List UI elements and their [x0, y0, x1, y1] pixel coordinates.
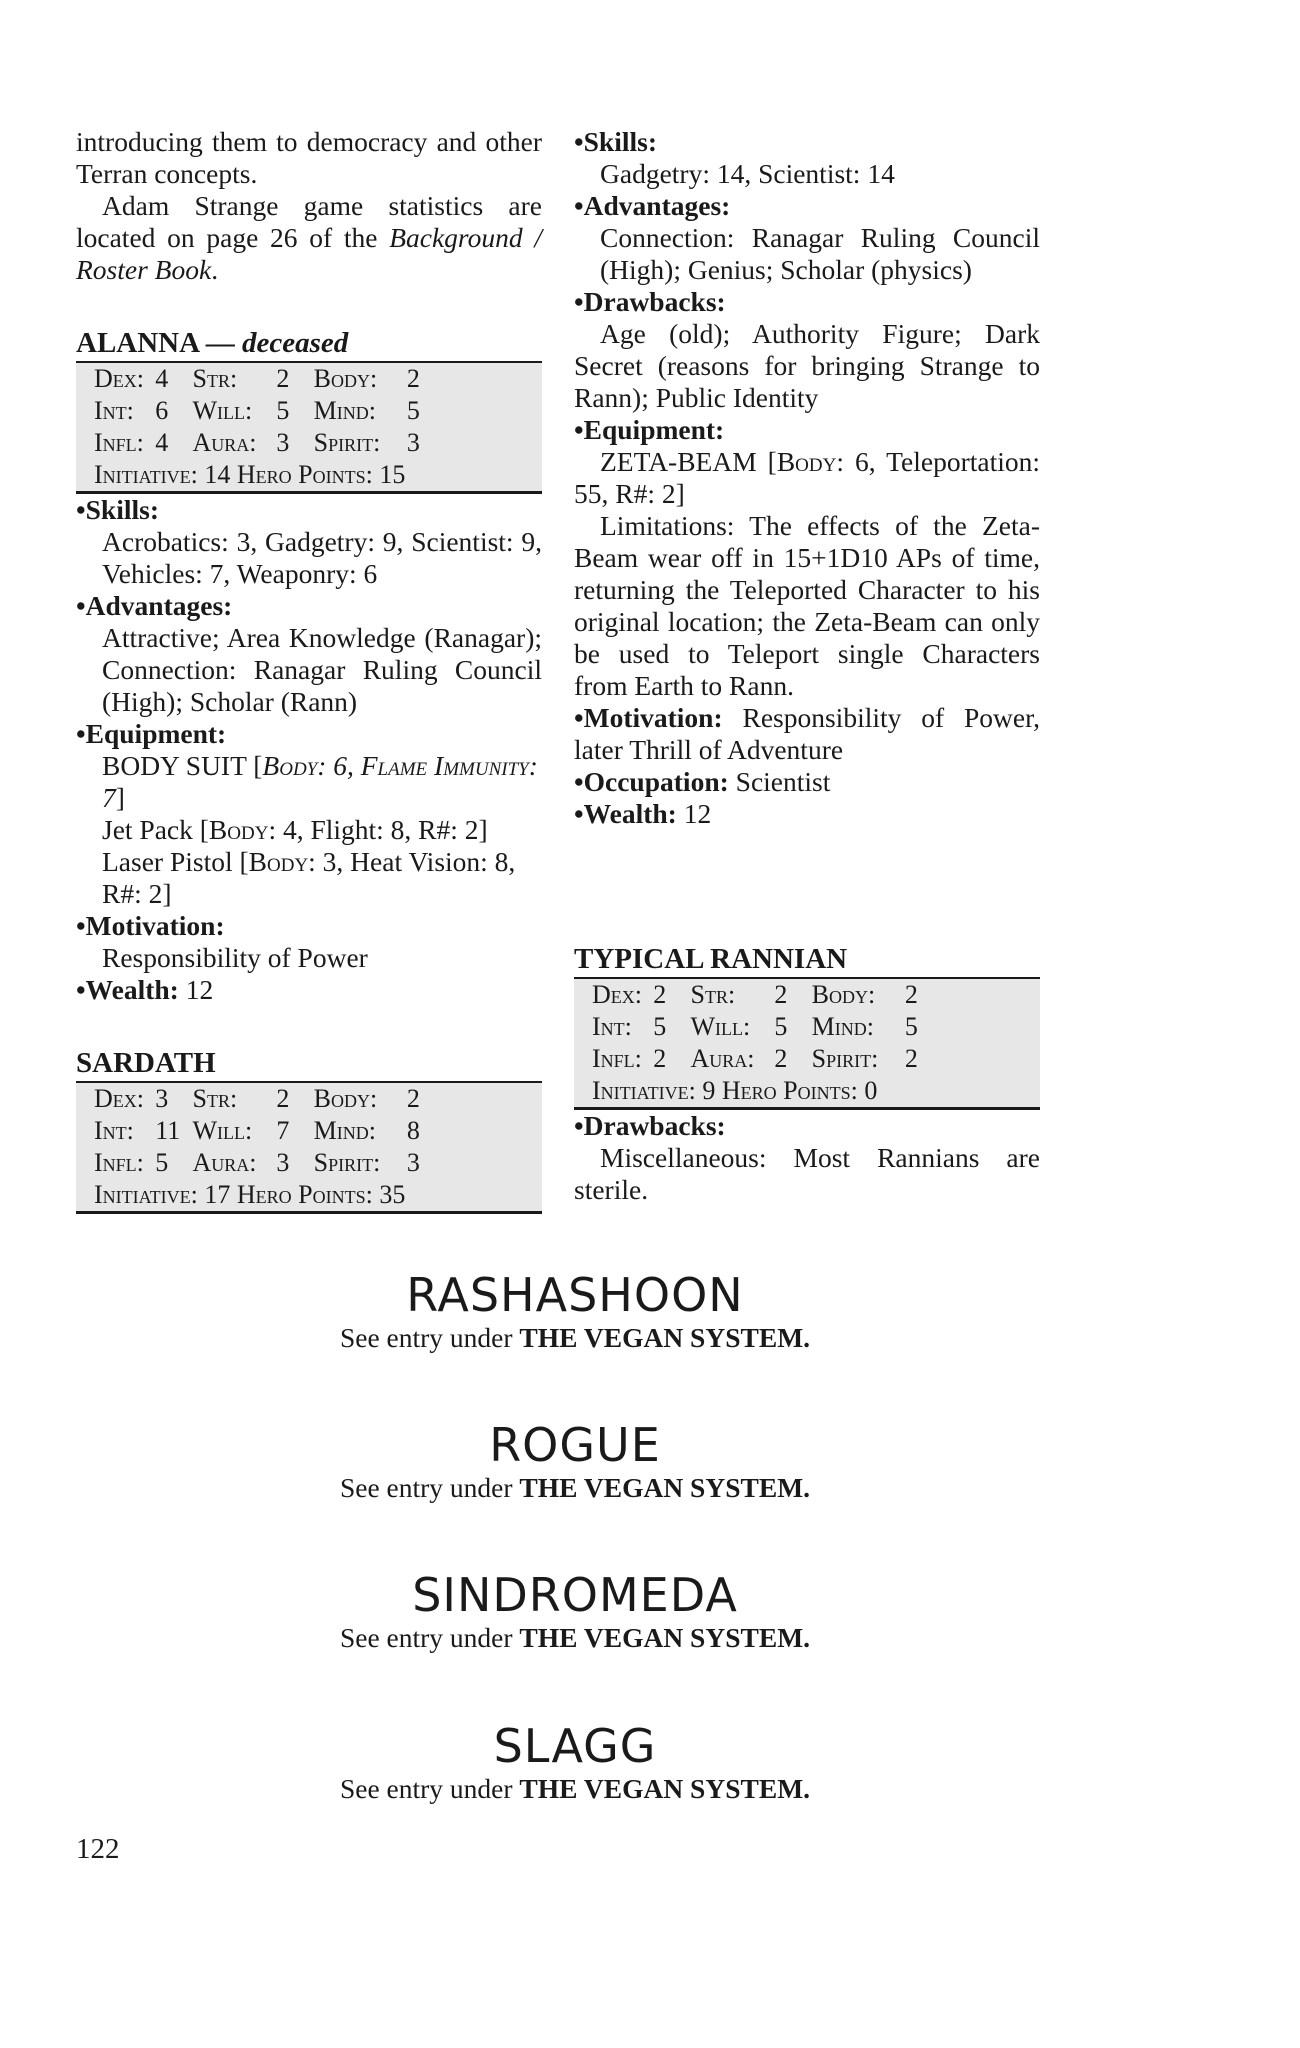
sardath-drawbacks: Age (old); Authority Figure; Dark Secret (reasons for bringing Strange to Rann); Public Identity: [574, 318, 1040, 413]
sardath-motivation: •Motivation: Responsibility of Power, later Thrill of Adventure: [574, 702, 1041, 765]
alanna-skills-label: •Skills:: [76, 494, 159, 525]
sardath-advantages-label: •Advantages:: [574, 190, 731, 221]
sardath-zeta-beam-limitations: Limitations: The effects of the Zeta-Beam wear off in 15+1D10 APs of time, returning the Teleported Character to his original location; the Zeta-Beam can only be used to Teleport single Characters from Earth to Rann.: [574, 510, 1040, 701]
sardath-drawbacks-label: •Drawbacks:: [574, 286, 726, 317]
entry-title: SINDROMEDA: [412, 1568, 738, 1622]
typical-rannian-heading: TYPICAL RANNIAN: [574, 942, 1040, 979]
entry-title: ROGUE: [489, 1418, 661, 1472]
entry-reference: See entry under THE VEGAN SYSTEM.: [339, 1622, 811, 1653]
intro-paragraph-1: introducing them to democracy and other Terran concepts.: [76, 126, 542, 189]
alanna-equipment-body-suit: BODY SUIT [Body: 6, Flame Immunity: 7]: [102, 750, 538, 813]
stat-row: Infl: 2 Aura: 2 Spirit: 2: [592, 1044, 918, 1073]
stat-row: Int: 11 Will: 7 Mind: 8: [94, 1116, 420, 1145]
entry-reference: See entry under THE VEGAN SYSTEM.: [339, 1322, 811, 1353]
initiative-row: Initiative: 14 Hero Points: 15: [94, 460, 406, 489]
stat-row: Int: 5 Will: 5 Mind: 5: [592, 1012, 918, 1041]
entry-rogue: [0, 1418, 1150, 1504]
alanna-motivation-label: •Motivation:: [76, 910, 225, 941]
typical-rannian-drawbacks: Miscellaneous: Most Rannians are sterile.: [574, 1142, 1040, 1205]
entry-reference: See entry under THE VEGAN SYSTEM.: [339, 1773, 811, 1804]
alanna-equipment-laser-pistol: Laser Pistol [Body: 3, Heat Vision: 8, R#: 2]: [102, 846, 516, 909]
typical-rannian-drawbacks-label: •Drawbacks:: [574, 1110, 726, 1141]
alanna-motivation: Responsibility of Power: [102, 942, 368, 973]
intro-paragraph-2: Adam Strange game statistics are located on page 26 of the Background / Roster Book.: [76, 190, 542, 285]
entry-slagg: [0, 1719, 1150, 1805]
alanna-skills: Acrobatics: 3, Gadgetry: 9, Scientist: 9, Vehicles: 7, Weaponry: 6: [102, 526, 542, 589]
stat-row: Infl: 4 Aura: 3 Spirit: 3: [94, 428, 420, 457]
typical-rannian-stats-table: [574, 979, 1040, 1110]
stat-row: Dex: 4 Str: 2 Body: 2: [94, 364, 420, 393]
right-column: [574, 126, 1040, 1206]
stat-row: Int: 6 Will: 5 Mind: 5: [94, 396, 420, 425]
entry-sindromeda: [0, 1568, 1150, 1654]
alanna-wealth: •Wealth: 12: [76, 974, 214, 1005]
alanna-advantages-label: •Advantages:: [76, 590, 233, 621]
sardath-equipment-label: •Equipment:: [574, 414, 725, 445]
alanna-equipment-label: •Equipment:: [76, 718, 227, 749]
alanna-stats-table: [76, 363, 542, 494]
entry-reference: See entry under THE VEGAN SYSTEM.: [339, 1472, 811, 1503]
entry-title: SLAGG: [493, 1719, 657, 1773]
entry-title: RASHASHOON: [406, 1268, 744, 1322]
alanna-heading: ALANNA — deceased: [76, 326, 542, 363]
sardath-heading: SARDATH: [76, 1046, 542, 1083]
entry-rashashoon: [0, 1268, 1150, 1354]
page-number: 122: [76, 1833, 120, 1865]
sardath-wealth: •Wealth: 12: [574, 798, 712, 829]
sardath-skills-label: •Skills:: [574, 126, 657, 157]
sardath-stats-table: [76, 1083, 542, 1214]
stat-row: Dex: 3 Str: 2 Body: 2: [94, 1084, 420, 1113]
stat-row: Infl: 5 Aura: 3 Spirit: 3: [94, 1148, 420, 1177]
initiative-row: Initiative: 17 Hero Points: 35: [94, 1180, 406, 1209]
alanna-advantages: Attractive; Area Knowledge (Ranagar); Connection: Ranagar Ruling Council (High); Scholar (Rann): [102, 622, 542, 717]
initiative-row: Initiative: 9 Hero Points: 0: [592, 1076, 878, 1105]
sardath-occupation: •Occupation: Scientist: [574, 766, 831, 797]
alanna-equipment-jet-pack: Jet Pack [Body: 4, Flight: 8, R#: 2]: [102, 814, 488, 845]
left-column: [76, 126, 542, 1214]
sardath-advantages: Connection: Ranagar Ruling Council (High); Genius; Scholar (physics): [600, 222, 1040, 285]
sardath-equipment-zeta-beam: ZETA-BEAM [Body: 6, Teleportation: 55, R#: 2]: [574, 446, 1041, 509]
sardath-skills: Gadgetry: 14, Scientist: 14: [600, 158, 895, 189]
stat-row: Dex: 2 Str: 2 Body: 2: [592, 980, 918, 1009]
